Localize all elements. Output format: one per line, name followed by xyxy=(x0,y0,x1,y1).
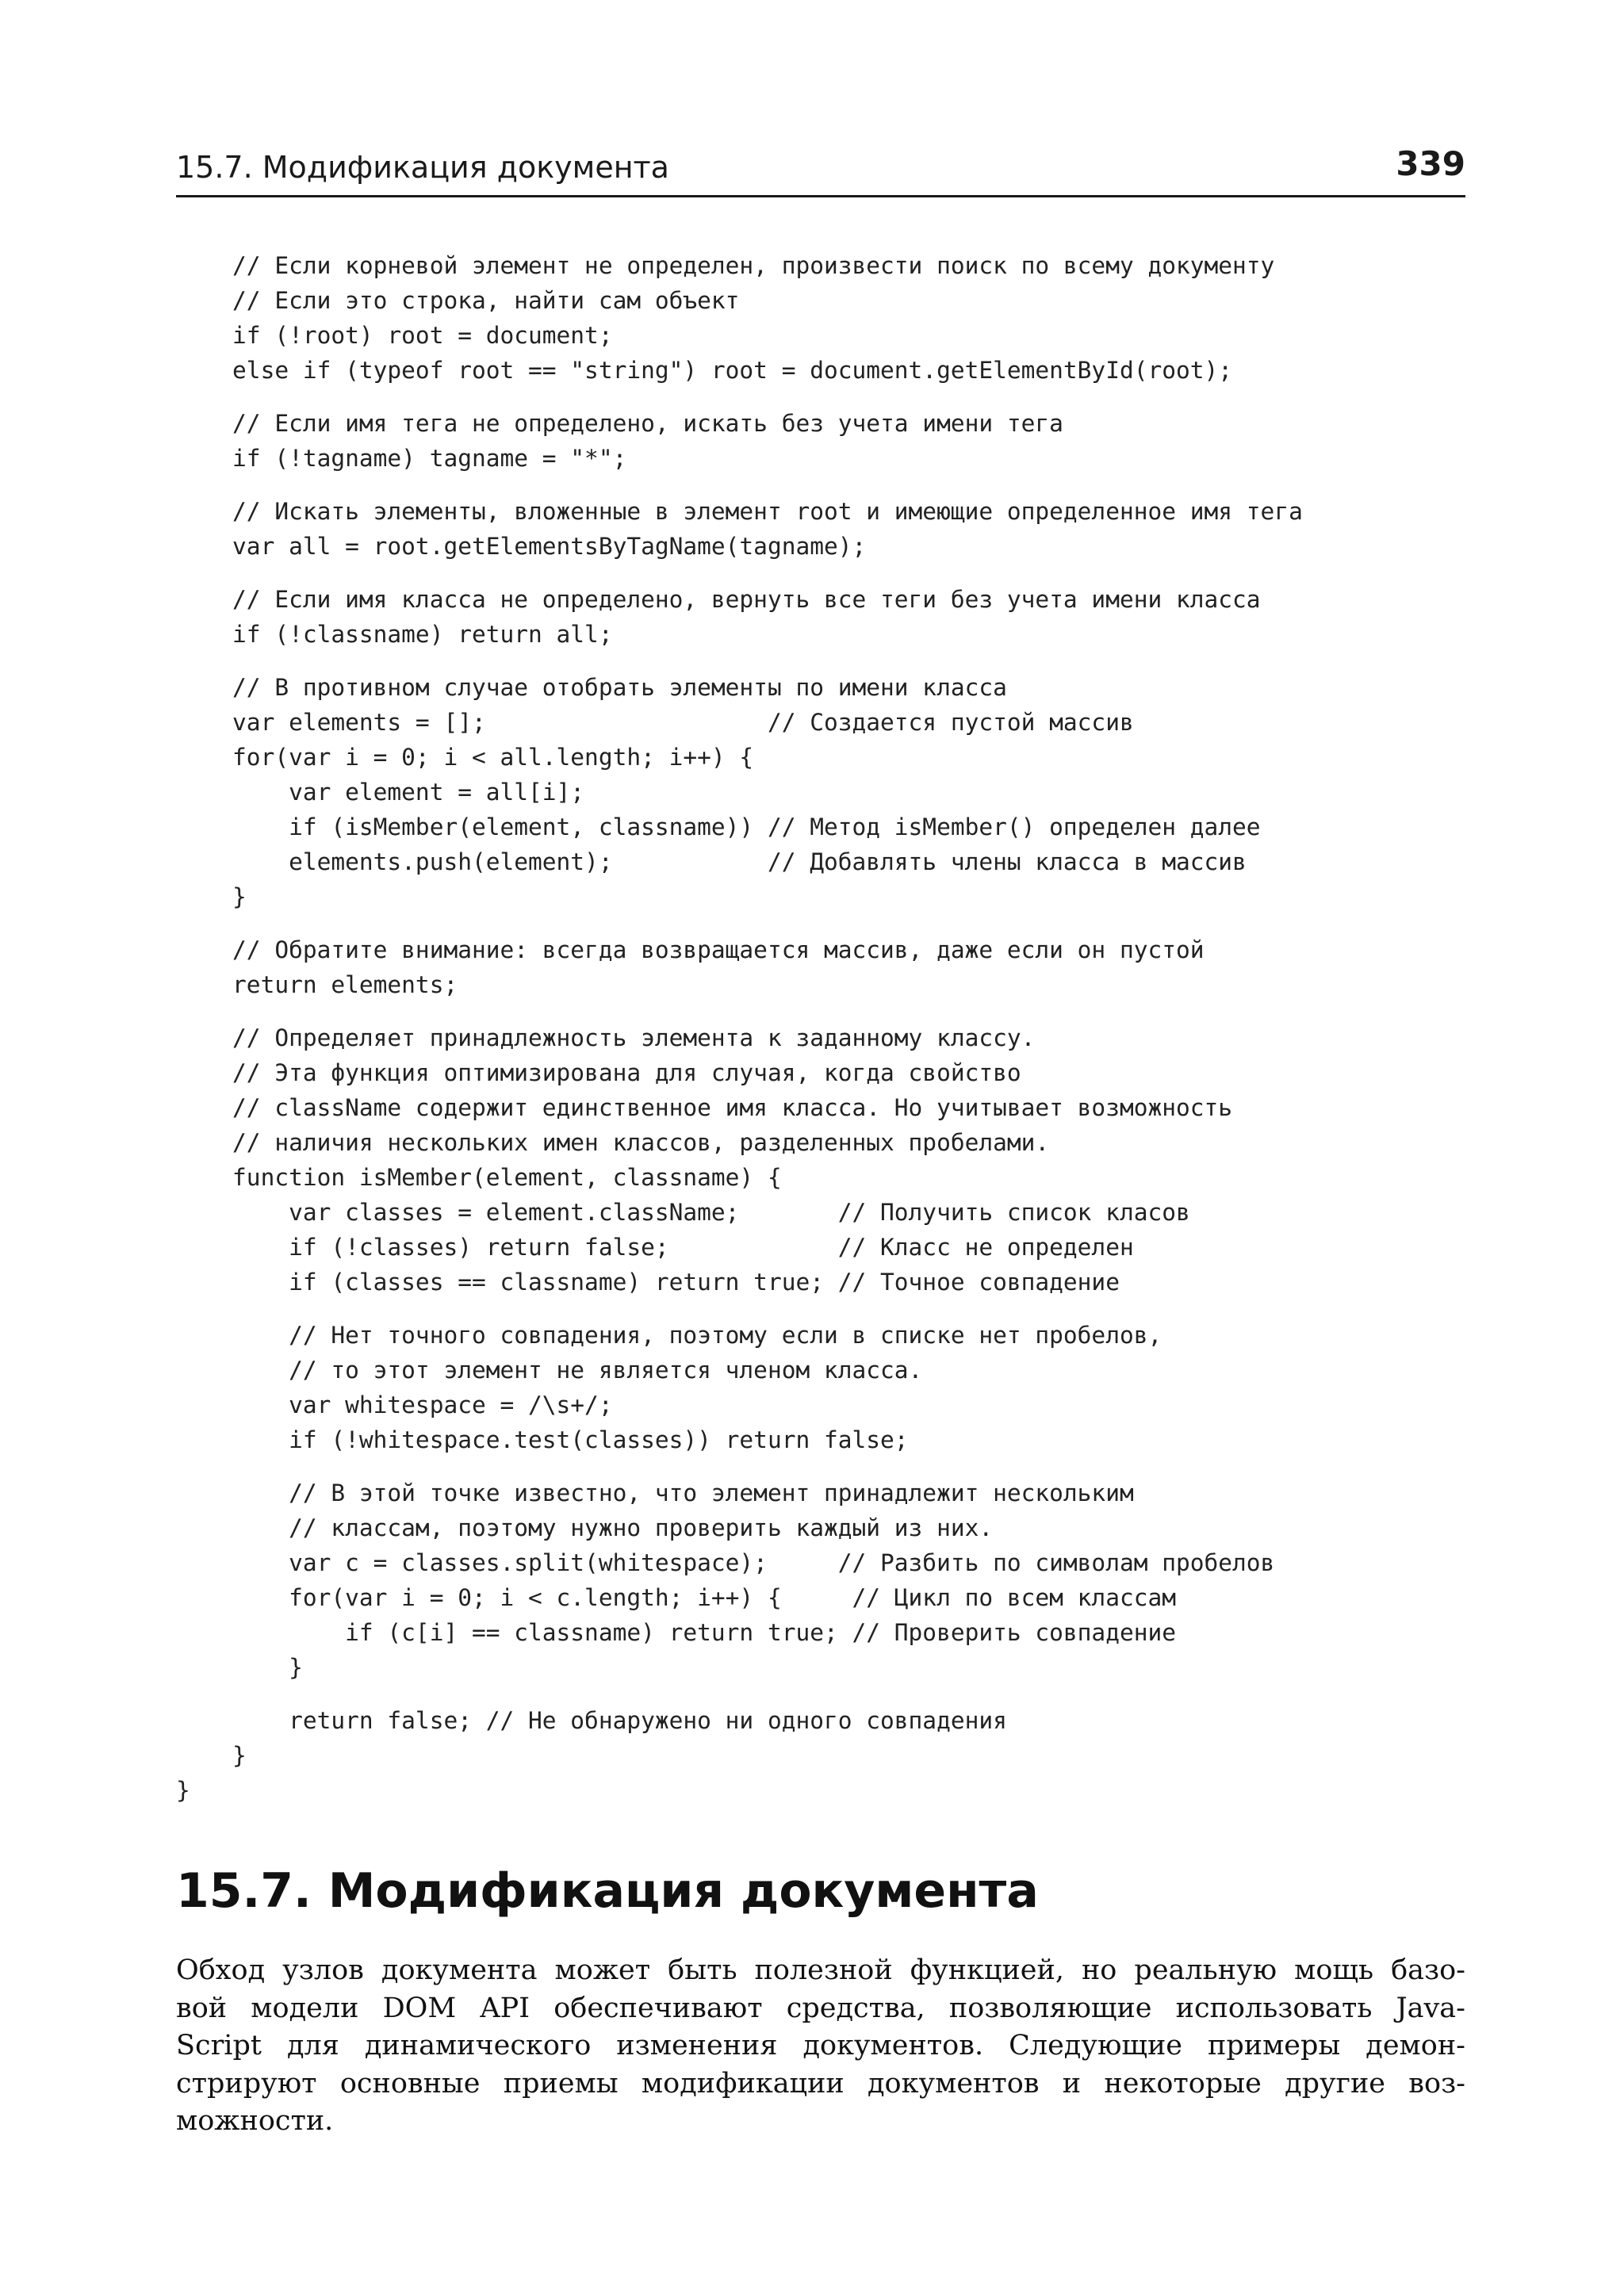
code-line: var c = classes.split(whitespace); // Разбить по символам пробелов xyxy=(176,1549,1275,1576)
code-line: function isMember(element, classname) { xyxy=(176,1164,782,1191)
code-line: if (!root) root = document; xyxy=(176,322,613,349)
code-line: // Если имя класса не определено, вернуть все теги без учета имени класса xyxy=(176,586,1261,613)
code-line: if (!classes) return false; // Класс не определен xyxy=(176,1234,1134,1261)
paragraph-line: стрируют основные приемы модификации документов и некоторые другие воз- xyxy=(176,2067,1465,2100)
code-line: // Если имя тега не определено, искать без учета имени тега xyxy=(176,410,1063,437)
code-line: // className содержит единственное имя класса. Но учитывает возможность xyxy=(176,1094,1233,1121)
code-line: } xyxy=(176,1654,303,1681)
code-line: if (!tagname) tagname = "*"; xyxy=(176,445,627,472)
code-line: } xyxy=(176,1742,247,1769)
page-number: 339 xyxy=(1396,144,1465,183)
code-line: var elements = []; // Создается пустой массив xyxy=(176,709,1134,736)
code-line: for(var i = 0; i < c.length; i++) { // Цикл по всем классам xyxy=(176,1584,1176,1611)
code-line: // Искать элементы, вложенные в элемент root и имеющие определенное имя тега xyxy=(176,498,1303,525)
code-line: } xyxy=(176,883,247,910)
code-line: var element = all[i]; xyxy=(176,779,585,806)
code-line: // Обратите внимание: всегда возвращается массив, даже если он пустой xyxy=(176,936,1205,963)
code-line: // Если корневой элемент не определен, произвести поиск по всему документу xyxy=(176,252,1275,279)
page-header xyxy=(176,144,1465,197)
code-line: if (c[i] == classname) return true; // Проверить совпадение xyxy=(176,1619,1176,1646)
code-line: if (!whitespace.test(classes)) return false; xyxy=(176,1426,909,1453)
code-line: // то этот элемент не является членом класса. xyxy=(176,1357,923,1384)
paragraph-line: Script для динамического изменения документов. Следующие примеры демон- xyxy=(176,2030,1465,2061)
code-line: if (isMember(element, classname)) // Метод isMember() определен далее xyxy=(176,813,1261,840)
code-line: // Нет точного совпадения, поэтому если в списке нет пробелов, xyxy=(176,1322,1162,1349)
code-line: if (classes == classname) return true; // Точное совпадение xyxy=(176,1269,1120,1296)
code-line: return elements; xyxy=(176,971,458,998)
code-line: // Эта функция оптимизирована для случая, когда свойство xyxy=(176,1059,1021,1086)
code-line: else if (typeof root == "string") root = document.getElementById(root); xyxy=(176,357,1233,384)
code-line: // В этой точке известно, что элемент принадлежит нескольким xyxy=(176,1480,1134,1506)
code-line: // наличия нескольких имен классов, разделенных пробелами. xyxy=(176,1129,1050,1156)
code-line: elements.push(element); // Добавлять члены класса в массив xyxy=(176,848,1247,875)
paragraph-line: Обход узлов документа может быть полезной функцией, но реальную мощь базо- xyxy=(176,1954,1465,1986)
code-line: // классам, поэтому нужно проверить каждый из них. xyxy=(176,1514,994,1541)
code-line: var classes = element.className; // Получить список класов xyxy=(176,1199,1190,1226)
code-line: var whitespace = /\s+/; xyxy=(176,1391,613,1418)
code-line: // В противном случае отобрать элементы по имени класса xyxy=(176,674,1007,701)
code-line: var all = root.getElementsByTagName(tagname); xyxy=(176,533,867,560)
section-heading: 15.7. Модификация документа xyxy=(176,1863,1039,1919)
paragraph-line: вой модели DOM API обеспечивают средства, позволяющие использовать Java- xyxy=(176,1992,1465,2024)
paragraph-line: можности. xyxy=(176,2105,334,2137)
running-head: 15.7. Модификация документа xyxy=(176,150,669,185)
code-line: for(var i = 0; i < all.length; i++) { xyxy=(176,744,754,771)
code-line: // Если это строка, найти сам объект xyxy=(176,287,740,314)
code-line: return false; // Не обнаружено ни одного совпадения xyxy=(176,1707,1007,1734)
code-line: // Определяет принадлежность элемента к заданному классу. xyxy=(176,1024,1036,1051)
code-line: if (!classname) return all; xyxy=(176,621,613,648)
body-paragraph xyxy=(176,1952,1465,2141)
code-line: } xyxy=(176,1777,190,1804)
